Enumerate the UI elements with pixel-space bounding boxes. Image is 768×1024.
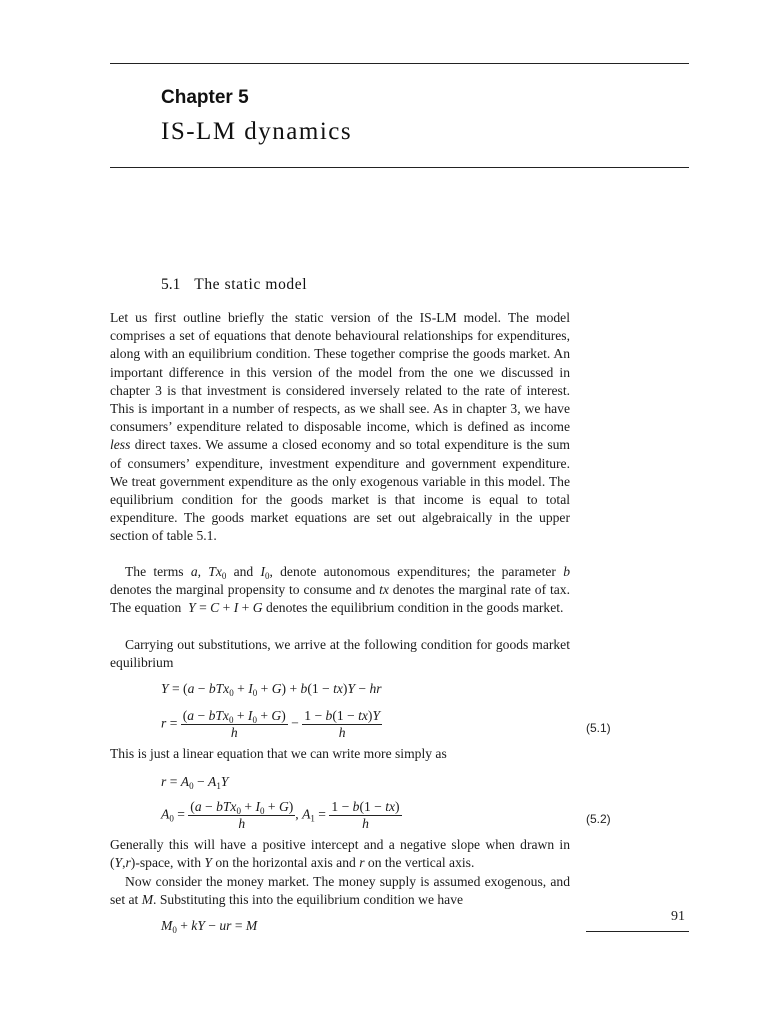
equation-simple-form: $r = A_0 - A_1Y$ <box>161 774 229 791</box>
section-heading <box>161 276 307 294</box>
equation-number-5-2: (5.2) <box>586 812 611 826</box>
section-title: The static model <box>194 276 308 293</box>
equation-goods-market: $Y = (a - bTx_0 + I_0 + G) + b(1 - tx)Y$ − hr <box>161 681 382 698</box>
equation-number-5-1: (5.1) <box>586 721 611 735</box>
paragraph-intro: Let us first outline briefly the static version of the IS-LM model. The model comprises a set of equations that denote behavioural relationships for expenditures, along with an equilibrium condition. These together comprise the goods market. An important difference in this version of the model from the one we discussed in chapter 3 is that investment is considered inversely related to the rate of interest. This is important in a number of respects, as we shall see. As in chapter 3, we have consumers’ expenditure related to disposable income, which is defined as income less direct taxes. We assume a closed economy and so total expenditure is the sum of consumers’ expenditure, investment expenditure and government expenditure. We treat government expenditure as the only exogenous variable in this model. The equilibrium condition for the goods market is that income is equal to total expenditure. The goods market equations are set out algebraically in the upper section of table 5.1. <box>110 310 570 544</box>
equation-interest-rate: r = $\frac{(a - bTx_0 + I_0 + G)}{h}$ − $\frac{1 - b(1 - tx)Y}{h}$ <box>161 708 381 740</box>
chapter-title: IS-LM dynamics <box>161 118 353 145</box>
paragraph-intercept: Generally this will have a positive intercept and a negative slope when drawn in (Y,r)-space, with Y on the horizontal axis and r on the vertical axis. <box>110 837 570 871</box>
paragraph-terms: The terms a, $Tx_0$ and $I_0$, denote autonomous expenditures; the parameter b denotes the marginal propensity to consume and tx denotes the marginal rate of tax. The equation Y = C + I + G denotes the equilibrium condition in the goods market. <box>110 564 570 616</box>
top-rule <box>110 63 689 64</box>
equation-money-market: $M_0$ + kY − ur = M <box>161 918 258 935</box>
section-number: 5.1 <box>161 276 181 293</box>
page-number-rule <box>586 931 689 932</box>
equation-coefficients: $A_0$ = $\frac{(a - bTx_0 + I_0 + G)}{h}$ , $A_1$ = $\frac{1 - b(1 - tx)}{h}$ <box>161 799 400 831</box>
title-rule <box>110 167 689 168</box>
paragraph-substitutions: Carrying out substitutions, we arrive at the following condition for goods market equilibrium <box>110 637 570 671</box>
paragraph-linear: This is just a linear equation that we can write more simply as <box>110 746 447 761</box>
paragraph-money-market: Now consider the money market. The money supply is assumed exogenous, and set at M. Substituting this into the equilibrium condition we have <box>110 874 570 908</box>
page-number: 91 <box>671 909 685 924</box>
chapter-label: Chapter 5 <box>161 87 249 108</box>
